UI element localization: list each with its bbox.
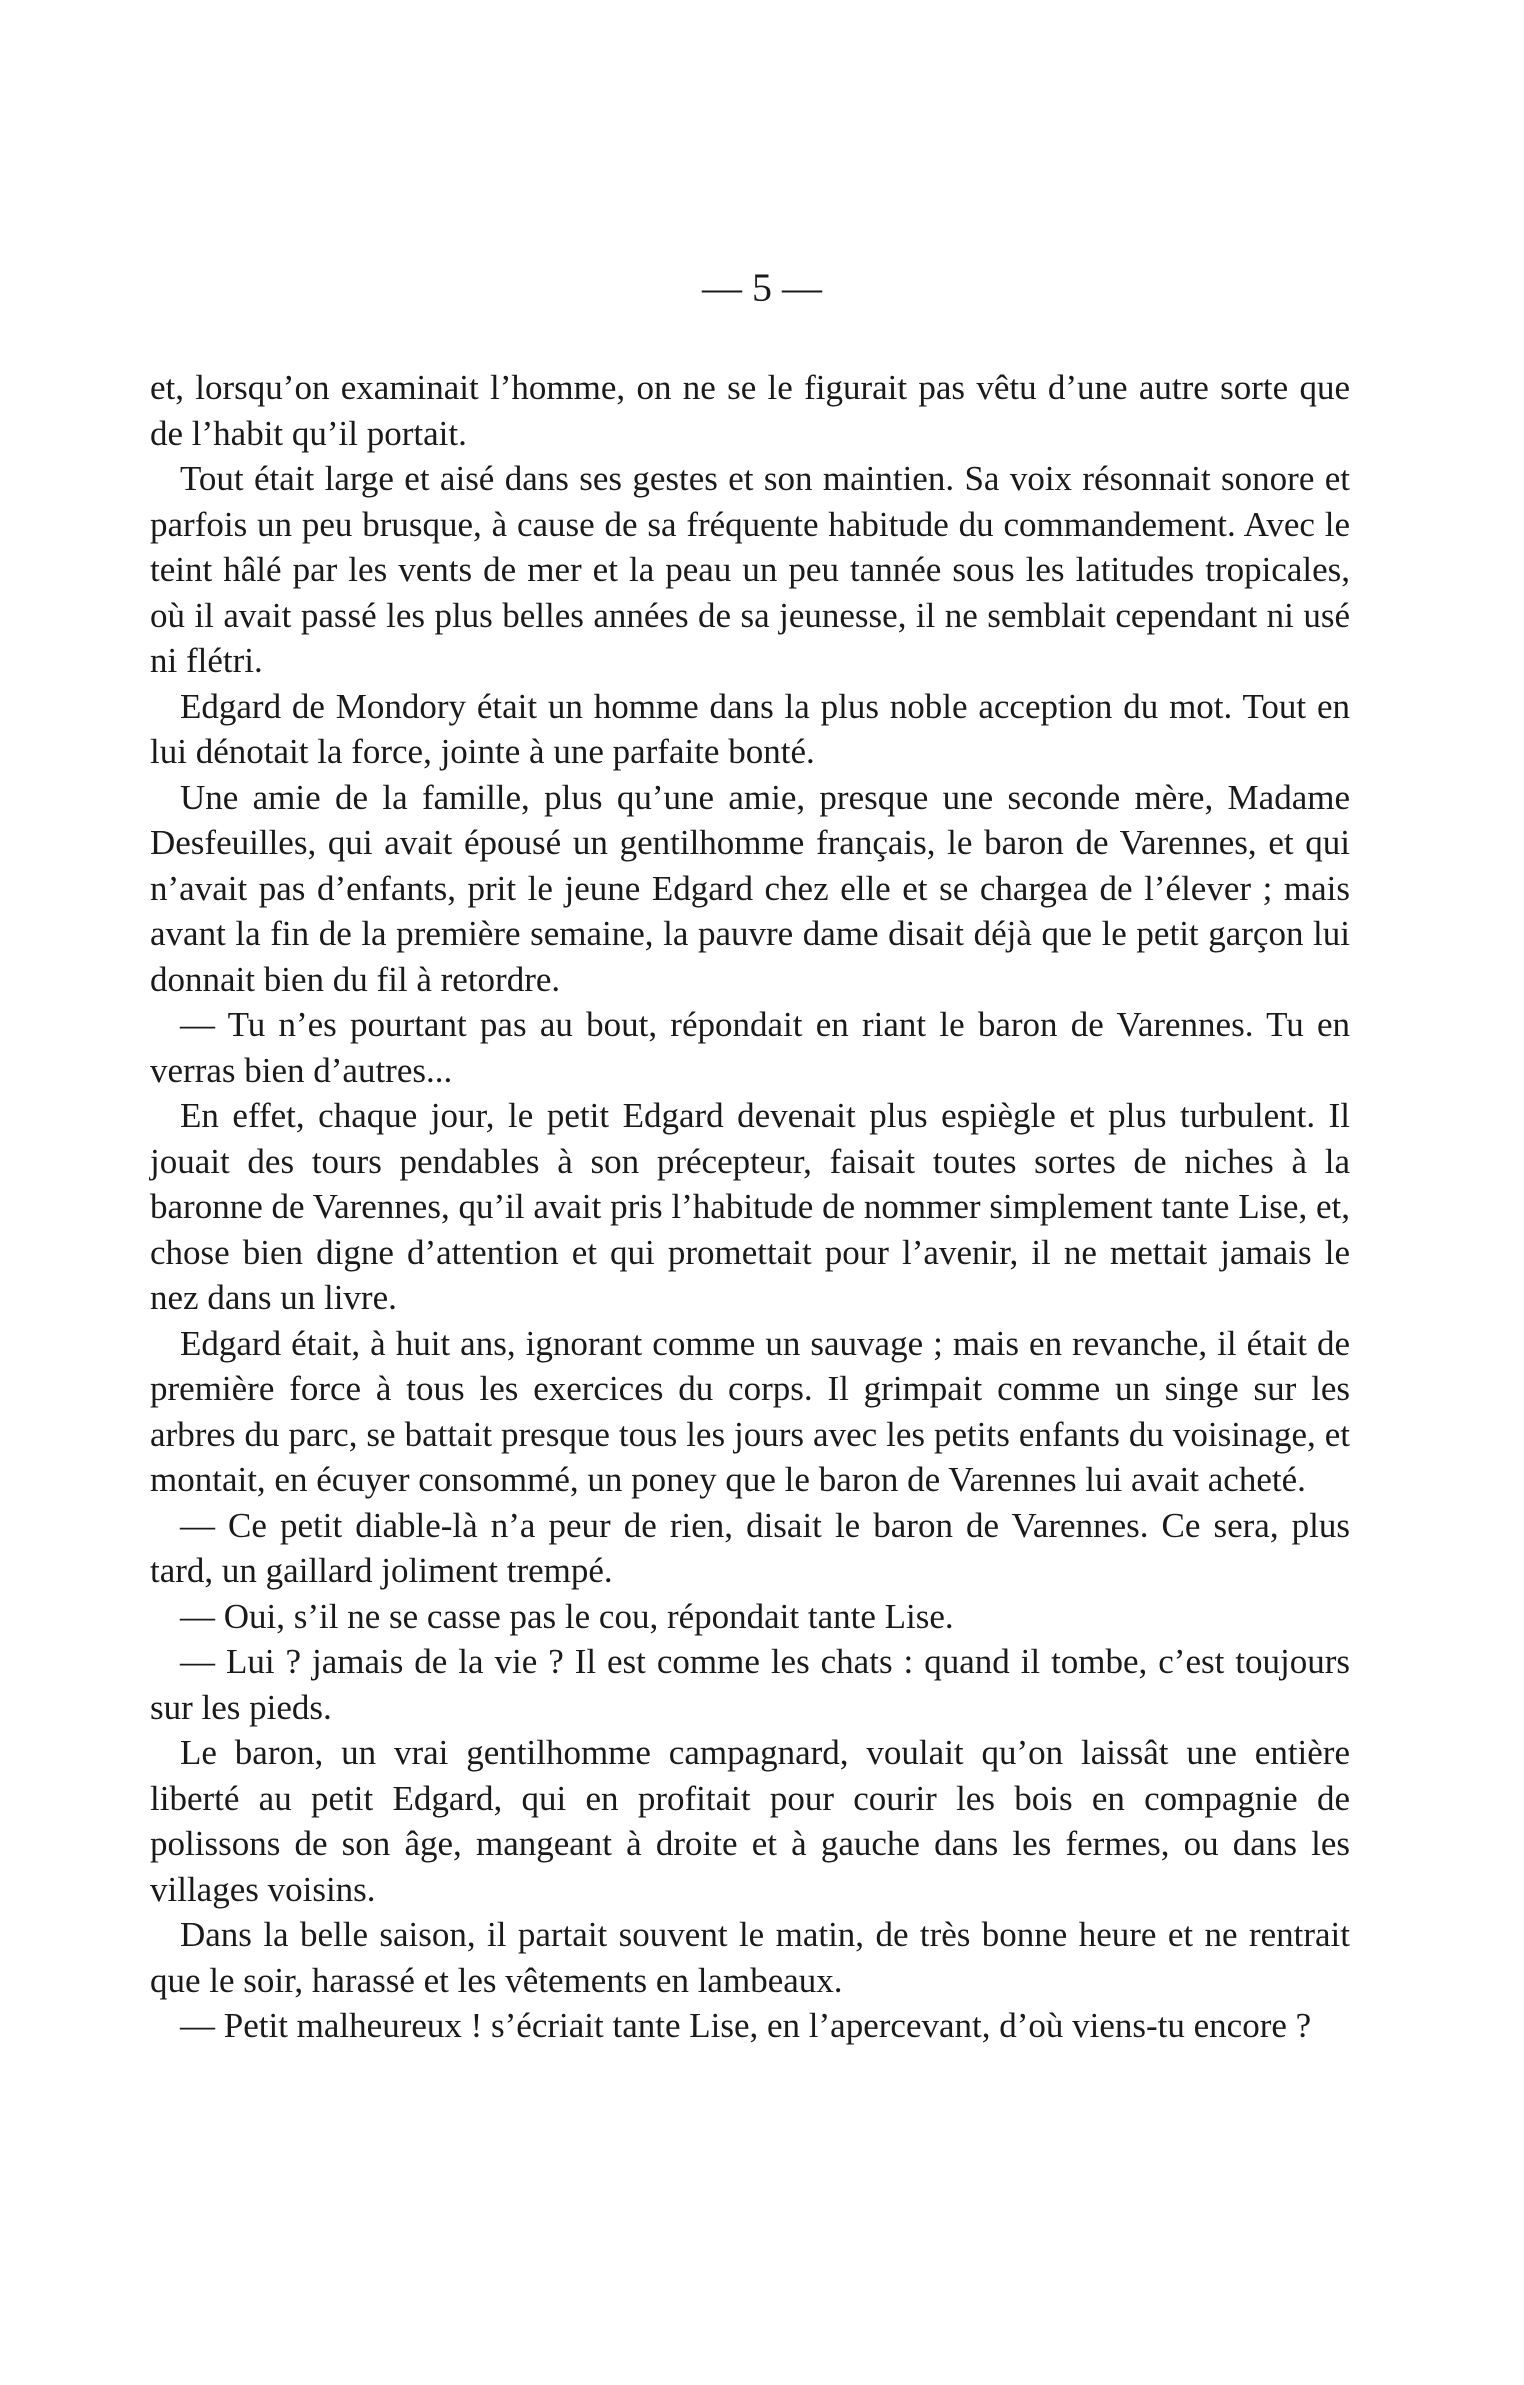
paragraph: En effet, chaque jour, le petit Edgard devenait plus espiègle et plus turbulent. Il jouait des tours pendables à son précepteur, faisait toutes sortes de niches à la baronne de Varennes, qu’il avait pris l’habitude de nommer simplement tante Lise, et, chose bien digne d’attention et qui promettait pour l’avenir, il ne mettait jamais le nez dans un livre.	[150, 1096, 1350, 1317]
paragraph: Tout était large et aisé dans ses gestes et son maintien. Sa voix résonnait sonore et parfois un peu brusque, à cause de sa fréquente habitude du commandement. Avec le teint hâlé par les vents de mer et la peau un peu tannée sous les latitudes tropicales, où il avait passé les plus belles années de sa jeunesse, il ne semblait cependant ni usé ni flétri.	[150, 459, 1350, 680]
paragraph: Dans la belle saison, il partait souvent le matin, de très bonne heure et ne rentrait que le soir, harassé et les vêtements en lambeaux.	[150, 1915, 1350, 2000]
paragraph: Edgard de Mondory était un homme dans la plus noble acception du mot. Tout en lui dénotait la force, jointe à une parfaite bonté.	[150, 686, 1350, 771]
paragraph: — Lui ? jamais de la vie ? Il est comme les chats : quand il tombe, c’est toujours sur les pieds.	[150, 1642, 1350, 1727]
paragraph: — Tu n’es pourtant pas au bout, répondait en riant le baron de Varennes. Tu en verras bien d’autres...	[150, 1005, 1350, 1090]
paragraph: Edgard était, à huit ans, ignorant comme un sauvage ; mais en revanche, il était de première force à tous les exercices du corps. Il grimpait comme un singe sur les arbres du parc, se battait presque tous les jours avec les petits enfants du voisinage, et montait, en écuyer consommé, un poney que le baron de Varennes lui avait acheté.	[150, 1323, 1350, 1499]
page-number: — 5 —	[702, 265, 822, 310]
body-text	[150, 365, 1350, 2049]
paragraph: Le baron, un vrai gentilhomme campagnard, voulait qu’on laissât une entière liberté au petit Edgard, qui en profitait pour courir les bois en compagnie de polissons de son âge, mangeant à droite et à gauche dans les fermes, ou dans les villages voisins.	[150, 1733, 1350, 1909]
paragraph: Une amie de la famille, plus qu’une amie, presque une seconde mère, Madame Desfeuilles, qui avait épousé un gentilhomme français, le baron de Varennes, et qui n’avait pas d’enfants, prit le jeune Edgard chez elle et se chargea de l’élever ; mais avant la fin de la première semaine, la pauvre dame disait déjà que le petit garçon lui donnait bien du fil à retordre.	[150, 777, 1350, 999]
paragraph: — Oui, s’il ne se casse pas le cou, répondait tante Lise.	[180, 1596, 954, 1636]
paragraph: — Ce petit diable-là n’a peur de rien, disait le baron de Varennes. Ce sera, plus tard, un gaillard joliment trempé.	[150, 1505, 1350, 1590]
paragraph: — Petit malheureux ! s’écriait tante Lise, en l’apercevant, d’où viens-tu encore ?	[180, 2006, 1312, 2045]
paragraph: et, lorsqu’on examinait l’homme, on ne se le figurait pas vêtu d’une autre sorte que de l’habit qu’il portait.	[150, 368, 1350, 453]
